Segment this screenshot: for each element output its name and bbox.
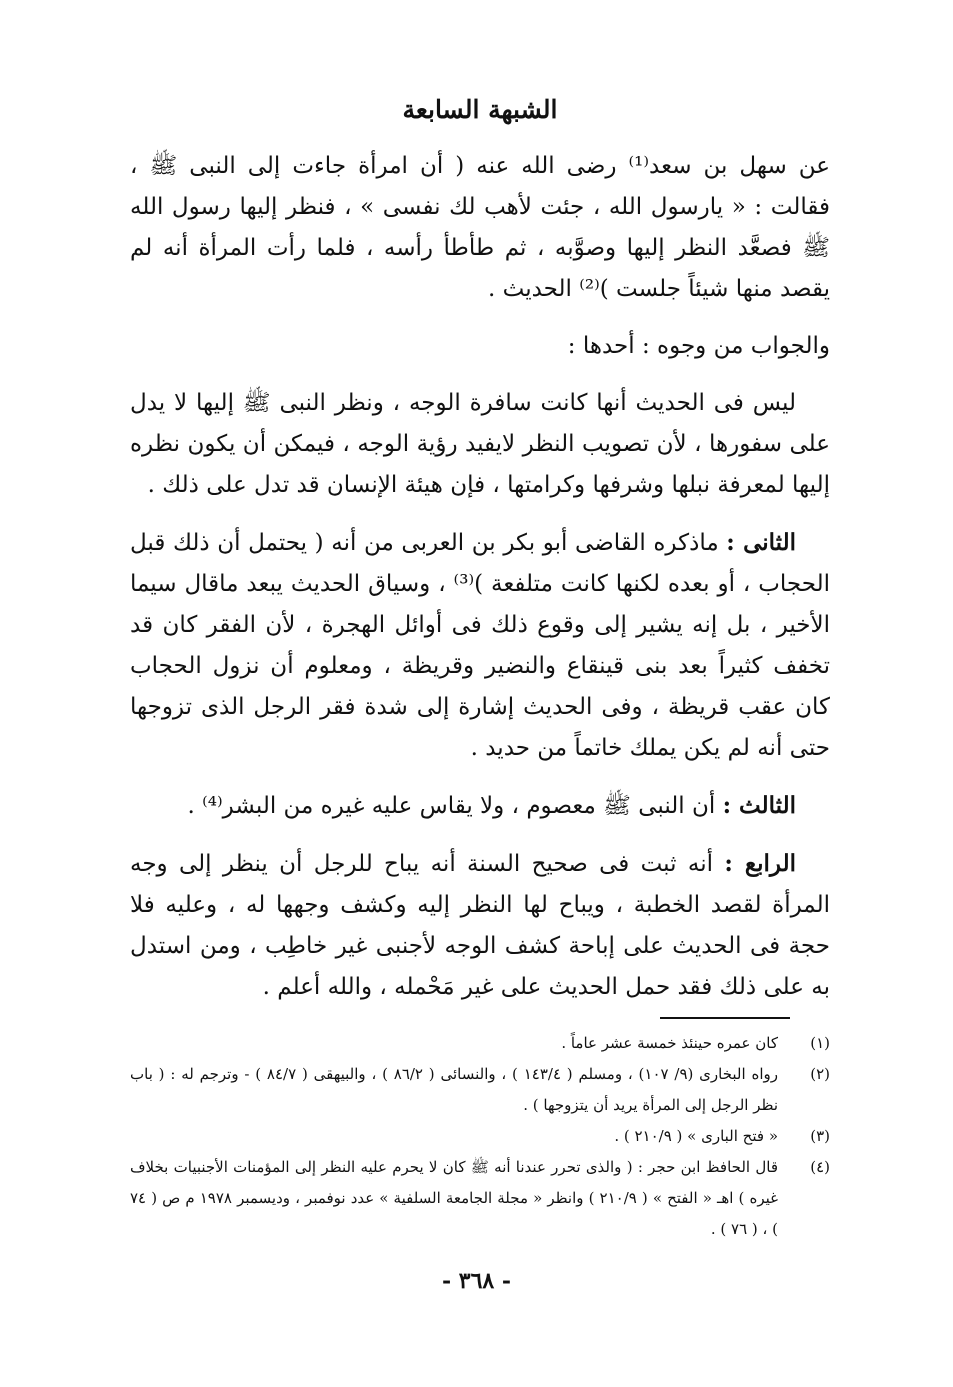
page-number: - ٣٦٨ - <box>441 1268 512 1294</box>
paragraph-text: أن النبى ﷺ معصوم ، ولا يقاس عليه غيره من البشر⁽⁴⁾ . <box>187 793 723 819</box>
page-body <box>130 95 830 1024</box>
paragraph-answer-intro <box>130 326 830 367</box>
paragraph-text: ليس فى الحديث أنها كانت سافرة الوجه ، ونظر النبى ﷺ إليها لا يدل على سفورها ، لأن تصويب النظر لايفيد رؤية الوجه ، فيمكن أن يكون نظره إليها لمعرفة نبلها وشرفها وكرامتها ، فإن هيئة الإنسان قد تدل على ذلك . <box>130 390 830 498</box>
paragraph-heading: الرابع : <box>724 850 796 877</box>
footnote-number: (٣) <box>810 1127 830 1145</box>
paragraph-first <box>130 383 830 506</box>
footnotes <box>130 1028 830 1245</box>
paragraph-text: والجواب من وجوه : أحدها : <box>567 333 830 359</box>
footnote <box>130 1028 830 1059</box>
footnote-separator <box>660 1017 790 1019</box>
footnote <box>130 1152 830 1245</box>
paragraph-heading: الثانى : <box>726 529 796 556</box>
footnote-text: رواه البخارى (٩/ ١٠٧) ، ومسلم ( ١٤٣/٤ ) ، والنسائى ( ٨٦/٢ ) ، والبيهقى ( ٨٤/٧ ) - وترجم له : ( باب نظر الرجل إلى المرأة يريد أن يتزوجها ) . <box>130 1065 778 1114</box>
footnote-number: (٤) <box>810 1158 830 1176</box>
footnote-number: (١) <box>810 1034 830 1052</box>
paragraph-heading: الثالث : <box>722 792 796 819</box>
footnote-text: « فتح البارى » ( ٢١٠/٩ ) . <box>614 1127 778 1145</box>
paragraph-third <box>130 785 830 827</box>
page-title: الشبهة السابعة <box>402 95 558 124</box>
footnote-number: (٢) <box>810 1065 830 1083</box>
paragraph-hadith <box>130 146 830 310</box>
paragraph-fourth <box>130 843 830 1008</box>
footnote <box>130 1121 830 1152</box>
footnote-text: كان عمره حينئذ خمسة عشر عاماً . <box>561 1034 778 1052</box>
footnote <box>130 1059 830 1121</box>
paragraph-text: أنه ثبت فى صحيح السنة أنه يباح للرجل أن ينظر إلى وجه المرأة لقصد الخطبة ، ويباح لها النظر إليه وكشف وجهها له ، وعليه فلا حجة فى الحديث على إباحة كشف الوجه لأجنبى غير خاطِب ، ومن استدل به على ذلك فقد حمل الحديث على غير مَحْمله ، والله أعلم . <box>130 851 830 1000</box>
paragraph-second <box>130 522 830 769</box>
paragraph-text: عن سهل بن سعد⁽¹⁾ رضى الله عنه ( أن امرأة جاءت إلى النبى ﷺ ، فقالت : « يارسول الله ، جئت لأهب لك نفسى » ، فنظر إليها رسول الله ﷺ فصعَّد النظر إليها وصوَّبه ، ثم طأطأ رأسه ، فلما رأت المرأة أنه لم يقصد منها شيئاً جلست )⁽²⁾ الحديث . <box>130 153 830 302</box>
footnote-text: قال الحافظ ابن حجر : ( والذى تحرر عندنا أنه ﷺ كان لا يحرم عليه النظر إلى المؤمنات الأجنبيات بخلاف غيره ) اهـ « الفتح » ( ٢١٠/٩ ) وانظر « مجلة الجامعة السلفية » عدد نوفمبر ، وديسمبر ١٩٧٨ م ص ( ٧٤ ) ، ( ٧٦ ) . <box>130 1158 778 1238</box>
paragraph-text: ماذكره القاضى أبو بكر بن العربى من أنه ( يحتمل أن ذلك قبل الحجاب ، أو بعده لكنها كانت متلفعة )⁽³⁾ ، وسياق الحديث يبعد ماقال سيما الأخير ، بل إنه يشير إلى وقوع ذلك فى أوائل الهجرة ، لأن الفقر كان قد تخفف كثيراً بعد بنى قينقاع والنضير وقريظة ، ومعلوم أن نزول الحجاب كان عقب قريظة ، وفى الحديث إشارة إلى شدة فقر الرجل الذى تزوجها حتى أنه لم يكن يملك خاتماً من حديد . <box>130 530 831 761</box>
